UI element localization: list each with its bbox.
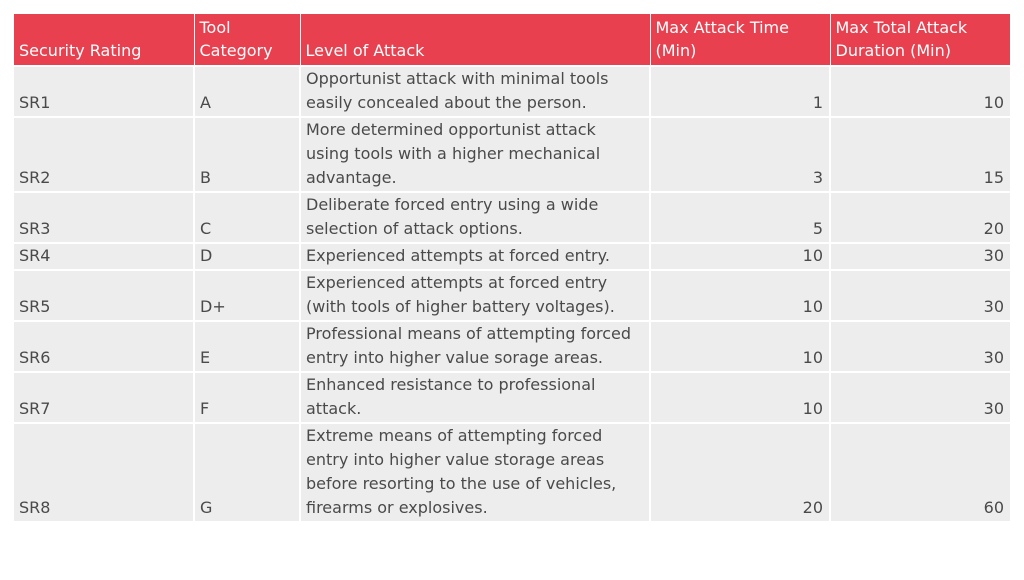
cell-max-attack-time: 10 [650,243,830,270]
cell-max-total-duration: 15 [830,117,1010,192]
cell-level-of-attack: Professional means of attempting forced entry into higher value sorage areas. [300,321,650,372]
cell-max-total-duration: 30 [830,321,1010,372]
cell-security-rating: SR3 [14,192,194,243]
cell-tool-category: D [194,243,300,270]
cell-security-rating: SR6 [14,321,194,372]
table-row [14,321,1010,372]
cell-max-attack-time: 20 [650,423,830,521]
table-row [14,243,1010,270]
table-header-row [14,14,1010,66]
table-row [14,66,1010,117]
cell-max-attack-time: 3 [650,117,830,192]
cell-tool-category: F [194,372,300,423]
cell-max-attack-time: 5 [650,192,830,243]
cell-max-attack-time: 10 [650,270,830,321]
cell-security-rating: SR1 [14,66,194,117]
cell-security-rating: SR7 [14,372,194,423]
cell-tool-category: D+ [194,270,300,321]
header-max-total-duration: Max Total Attack Duration (Min) [830,14,1010,66]
table-row [14,117,1010,192]
cell-max-total-duration: 30 [830,372,1010,423]
security-rating-table [14,14,1010,521]
security-rating-table-container [14,14,1010,521]
cell-max-total-duration: 10 [830,66,1010,117]
header-security-rating: Security Rating [14,14,194,66]
cell-security-rating: SR8 [14,423,194,521]
cell-tool-category: C [194,192,300,243]
table-row [14,372,1010,423]
cell-level-of-attack: More determined opportunist attack using tools with a higher mechanical advantage. [300,117,650,192]
cell-max-attack-time: 10 [650,372,830,423]
cell-level-of-attack: Experienced attempts at forced entry. [300,243,650,270]
cell-security-rating: SR4 [14,243,194,270]
cell-security-rating: SR5 [14,270,194,321]
header-max-attack-time: Max Attack Time (Min) [650,14,830,66]
header-level-of-attack: Level of Attack [300,14,650,66]
cell-max-total-duration: 30 [830,270,1010,321]
cell-security-rating: SR2 [14,117,194,192]
cell-level-of-attack: Opportunist attack with minimal tools easily concealed about the person. [300,66,650,117]
cell-max-total-duration: 60 [830,423,1010,521]
cell-tool-category: E [194,321,300,372]
header-tool-category: Tool Category [194,14,300,66]
cell-level-of-attack: Enhanced resistance to professional attack. [300,372,650,423]
cell-tool-category: A [194,66,300,117]
table-row [14,423,1010,521]
cell-max-total-duration: 20 [830,192,1010,243]
cell-max-total-duration: 30 [830,243,1010,270]
cell-level-of-attack: Experienced attempts at forced entry (with tools of higher battery voltages). [300,270,650,321]
cell-level-of-attack: Extreme means of attempting forced entry into higher value storage areas before resorting to the use of vehicles, firearms or explosives. [300,423,650,521]
cell-tool-category: B [194,117,300,192]
cell-max-attack-time: 10 [650,321,830,372]
cell-max-attack-time: 1 [650,66,830,117]
cell-level-of-attack: Deliberate forced entry using a wide selection of attack options. [300,192,650,243]
cell-tool-category: G [194,423,300,521]
table-row [14,270,1010,321]
table-row [14,192,1010,243]
